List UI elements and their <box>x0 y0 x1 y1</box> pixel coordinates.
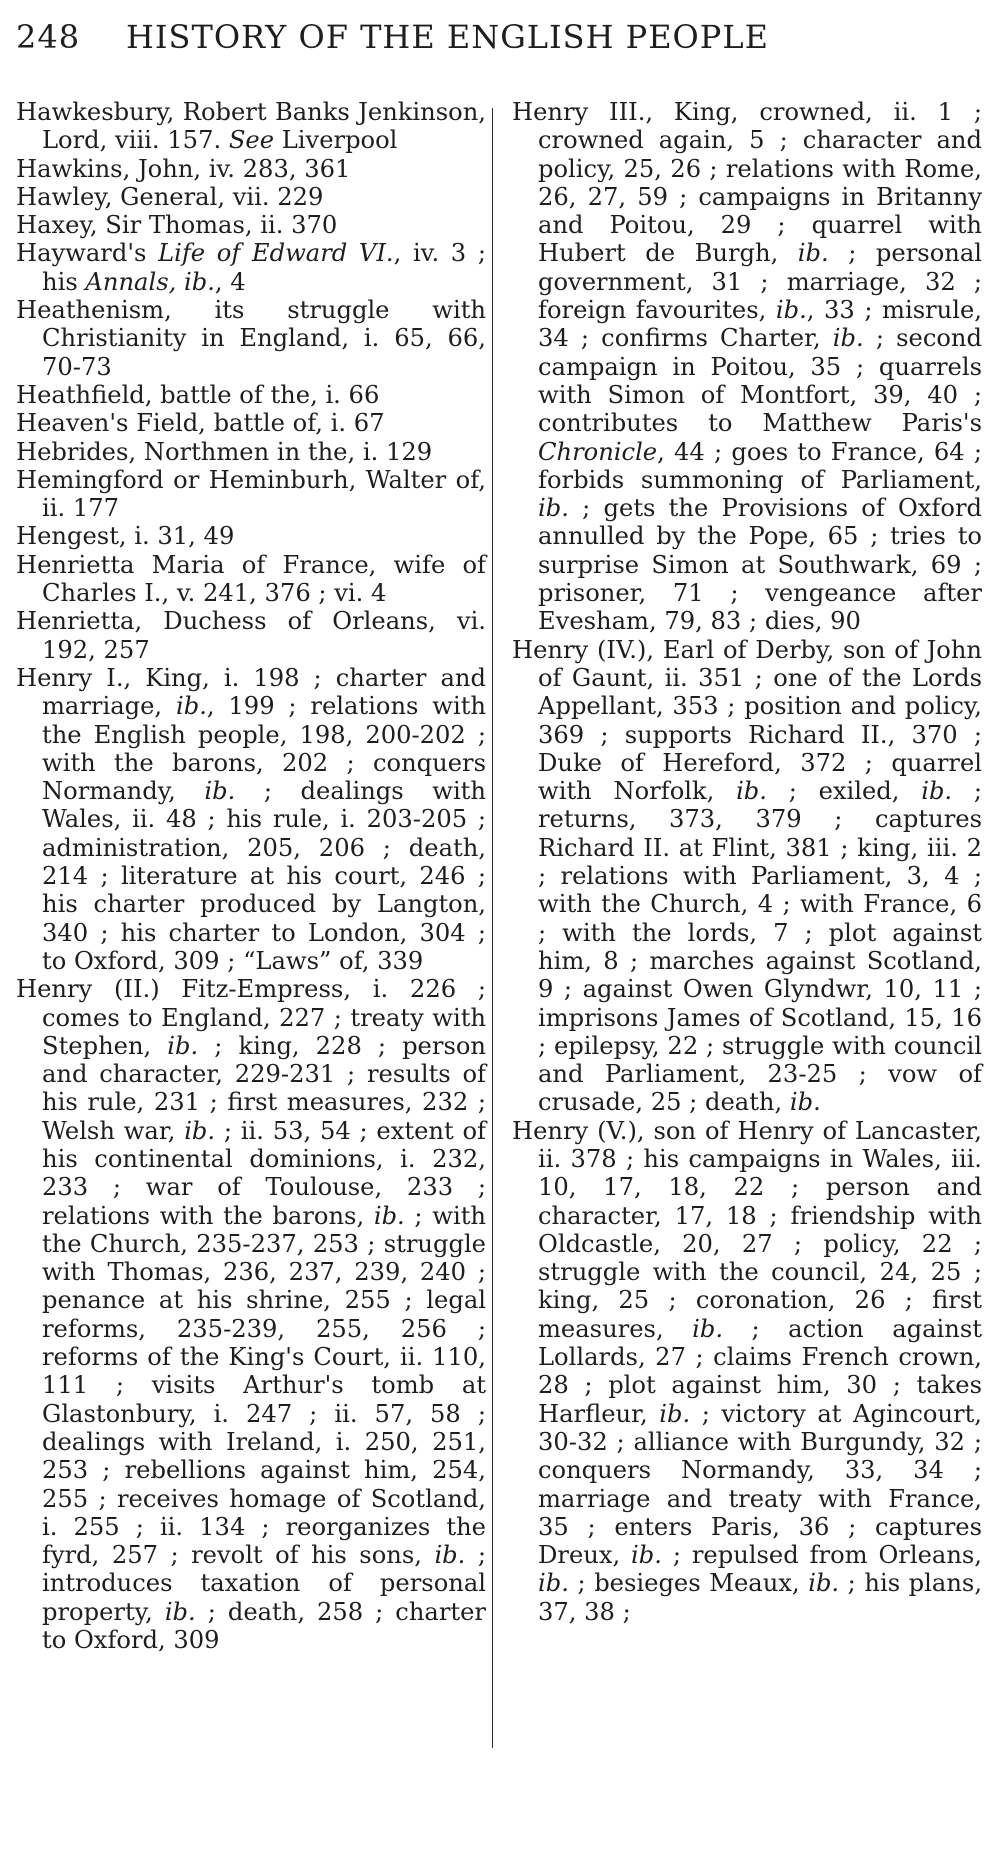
index-entry-text: ib. <box>175 692 207 721</box>
index-entry-henry-iv <box>512 636 982 1117</box>
index-entry-text: Henrietta Maria of France, wife of Charles I., v. 241, 376 ; vi. 4 <box>16 550 486 608</box>
index-entry-text: Hengest, i. 31, 49 <box>16 522 235 551</box>
index-entry-haxey <box>16 211 486 239</box>
index-entry-henry-v <box>512 1117 982 1626</box>
index-entry-text: ; gets the Provisions of Oxford annulled by the Pope, 65 ; tries to surprise Simon at Southwark, 69 ; prisoner, 71 ; vengeance after Evesham, 79, 83 ; dies, 90 <box>538 494 982 636</box>
index-entry-text: ; king, 228 ; person and character, 229-231 ; results of his rule, 231 ; first measures, 232 ; Welsh war, <box>42 1031 486 1145</box>
index-entry-henry-iii <box>512 98 982 636</box>
index-entry-hayward <box>16 239 486 296</box>
index-entry-hebrides <box>16 438 486 466</box>
index-entry-hawkesbury <box>16 98 486 155</box>
index-column-right <box>512 98 982 1626</box>
index-entry-heathfield <box>16 381 486 409</box>
index-entry-text: Henry (V.), son of Henry of Lancaster, ii. 378 ; his campaigns in Wales, iii. 10, 17, 18, 22 ; person and character, 17, 18 ; friendship with Oldcastle, 20, 27 ; policy, 22 ; struggle with the council, 24, 25 ; king, 25 ; coronation, 26 ; first measures, <box>512 1116 982 1343</box>
index-entry-text: Hawley, General, vii. 229 <box>16 182 324 211</box>
index-entry-text: Life of Edward VI. <box>158 239 394 268</box>
index-entry-text: ib. <box>789 1088 821 1117</box>
running-title: HISTORY OF THE ENGLISH PEOPLE <box>126 18 769 56</box>
index-entry-text: ; besieges Meaux, <box>568 1569 809 1598</box>
index-entry-text: See <box>228 126 275 155</box>
index-entry-text: ib. <box>184 1116 216 1145</box>
index-entry-text: ib. <box>692 1314 724 1343</box>
index-entry-text: ; death, 258 ; charter to Oxford, 309 <box>42 1597 486 1655</box>
index-entry-text: Haxey, Sir Thomas, ii. 370 <box>16 211 338 240</box>
index-entry-text: ib. <box>538 494 569 523</box>
index-entry-text: Henry (II.) Fitz-Empress, i. 226 ; comes to England, 227 ; treaty with Stephen, <box>16 975 486 1060</box>
index-entry-henrietta-orleans <box>16 607 486 664</box>
index-entry-text: ib. <box>373 1201 405 1230</box>
index-entry-hawkins <box>16 155 486 183</box>
index-entry-text: ; action against Lollards, 27 ; claims French crown, 28 ; plot against him, 30 ; takes Harfleur, <box>538 1314 982 1428</box>
index-entry-text: ib. <box>164 1597 196 1626</box>
index-entry-henrietta-maria <box>16 551 486 608</box>
index-entry-text: ; victory at Agincourt, 30-32 ; alliance with Burgundy, 32 ; conquers Normandy, 33, 34 ; marriage and treaty with France, 35 ; enters Paris, 36 ; captures Dreux, <box>538 1399 982 1570</box>
index-entry-text: ; introduces taxation of personal property, <box>42 1541 486 1626</box>
index-entry-text: ib. <box>808 1569 840 1598</box>
index-column-left <box>16 98 486 1654</box>
index-entry-text: ; returns, 373, 379 ; captures Richard II. at Flint, 381 ; king, iii. 2 ; relations with Parliament, 3, 4 ; with the Church, 4 ; with France, 6 ; with the lords, 7 ; plot against him, 8 ; marches against Scotland, 9 ; against Owen Glyndwr, 10, 11 ; imprisons James of Scotland, 15, 16 ; epilepsy, 22 ; struggle with council and Parliament, 23-25 ; vow of crusade, 25 ; death, <box>538 777 982 1117</box>
index-entry-text: ib. <box>797 239 829 268</box>
index-entry-text: Chronicle <box>538 437 658 466</box>
index-entry-text: ; dealings with Wales, ii. 48 ; his rule, i. 203-205 ; administration, 205, 206 ; death, 214 ; literature at his court, 246 ; his charter produced by Langton, 340 ; his charter to London, 304 ; to Oxford, 309 ; “Laws” of, 339 <box>42 777 486 975</box>
column-divider <box>492 108 493 1748</box>
index-entry-text: Hemingford or Heminburh, Walter of, ii. 177 <box>16 465 486 523</box>
index-entry-text: Henry I., King, i. 198 ; charter and marriage, <box>16 663 486 721</box>
index-entry-hawley <box>16 183 486 211</box>
index-entry-text: Heathfield, battle of the, i. 66 <box>16 380 380 409</box>
index-entry-text: ib. <box>832 324 864 353</box>
index-entry-henry-ii <box>16 975 486 1654</box>
index-entry-text: ib. <box>204 777 236 806</box>
index-entry-text: , 44 ; goes to France, 64 ; forbids summoning of Parliament, <box>538 437 982 494</box>
index-entry-text: Hawkins, John, iv. 283, 361 <box>16 154 351 183</box>
index-entry-henry-i <box>16 664 486 975</box>
index-entry-text: ib. <box>659 1399 691 1428</box>
page-number: 248 <box>16 18 81 56</box>
index-entry-text: ; his plans, 37, 38 ; <box>538 1569 983 1626</box>
index-entry-text: ib. <box>434 1541 466 1570</box>
index-entry-text: Henrietta, Duchess of Orleans, vi. 192, 257 <box>16 607 486 664</box>
index-entry-text: ; second campaign in Poitou, 35 ; quarrels with Simon of Montfort, 39, 40 ; contributes to Matthew Paris's <box>538 324 982 438</box>
index-entry-text: ib. <box>921 777 953 806</box>
index-entry-text: Annals, ib. <box>85 267 215 296</box>
index-entry-text: Henry (IV.), Earl of Derby, son of John of Gaunt, ii. 351 ; one of the Lords Appellant, 353 ; position and policy, 369 ; supports Richard II., 370 ; Duke of Hereford, 372 ; quarrel with Norfolk, <box>512 635 982 806</box>
index-entry-text: ib. <box>775 296 807 325</box>
index-entry-text: ; ii. 53, 54 ; extent of his continental dominions, i. 232, 233 ; war of Toulouse, 233 ; relations with the barons, <box>42 1116 486 1230</box>
index-entry-text: ; personal government, 31 ; marriage, 32 ; foreign favourites, <box>538 239 982 325</box>
index-entry-text: ib. <box>538 1569 569 1598</box>
index-entry-text: Liverpool <box>274 126 398 155</box>
index-entry-text: , 199 ; relations with the English people, 198, 200-202 ; with the barons, 202 ; conquers Normandy, <box>42 692 487 806</box>
index-entry-hengest <box>16 522 486 550</box>
index-entry-text: ; exiled, <box>766 777 922 806</box>
index-entry-text: ib. <box>736 777 767 806</box>
index-entry-text: , 33 ; misrule, 34 ; confirms Charter, <box>538 296 982 353</box>
index-entry-hemingford <box>16 466 486 523</box>
index-entry-text: Heathenism, its struggle with Christianity in England, i. 65, 66, 70-73 <box>16 296 486 381</box>
index-entry-text: , 4 <box>214 267 246 296</box>
index-entry-text: ; repulsed from Orleans, <box>661 1541 982 1570</box>
index-entry-text: ib. <box>631 1541 662 1570</box>
index-entry-text: ; with the Church, 235-237, 253 ; struggle with Thomas, 236, 237, 239, 240 ; penance at his shrine, 255 ; legal reforms, 235-239, 255, 256 ; reforms of the King's Court, ii. 110, 111 ; visits Arthur's tomb at Glastonbury, i. 247 ; ii. 57, 58 ; dealings with Ireland, i. 250, 251, 253 ; rebellions against him, 254, 255 ; receives homage of Scotland, i. 255 ; ii. 134 ; reorganizes the fyrd, 257 ; revolt of his sons, <box>42 1201 486 1570</box>
index-entry-text: , iv. 3 ; his <box>42 239 486 296</box>
index-entry-heavens-field <box>16 409 486 437</box>
index-entry-text: Hebrides, Northmen in the, i. 129 <box>16 437 433 466</box>
index-entry-text: ib. <box>167 1031 199 1060</box>
index-entry-text: Henry III., King, crowned, ii. 1 ; crowned again, 5 ; character and policy, 25, 26 ; relations with Rome, 26, 27, 59 ; campaigns in Britanny and Poitou, 29 ; quarrel with Hubert de Burgh, <box>512 98 982 268</box>
index-entry-heathenism <box>16 296 486 381</box>
index-entry-text: Heaven's Field, battle of, i. 67 <box>16 409 385 438</box>
index-entry-text: Hawkesbury, Robert Banks Jenkinson, Lord, viii. 157. <box>16 98 486 155</box>
page-header <box>16 18 976 62</box>
index-entry-text: Hayward's <box>16 239 159 268</box>
